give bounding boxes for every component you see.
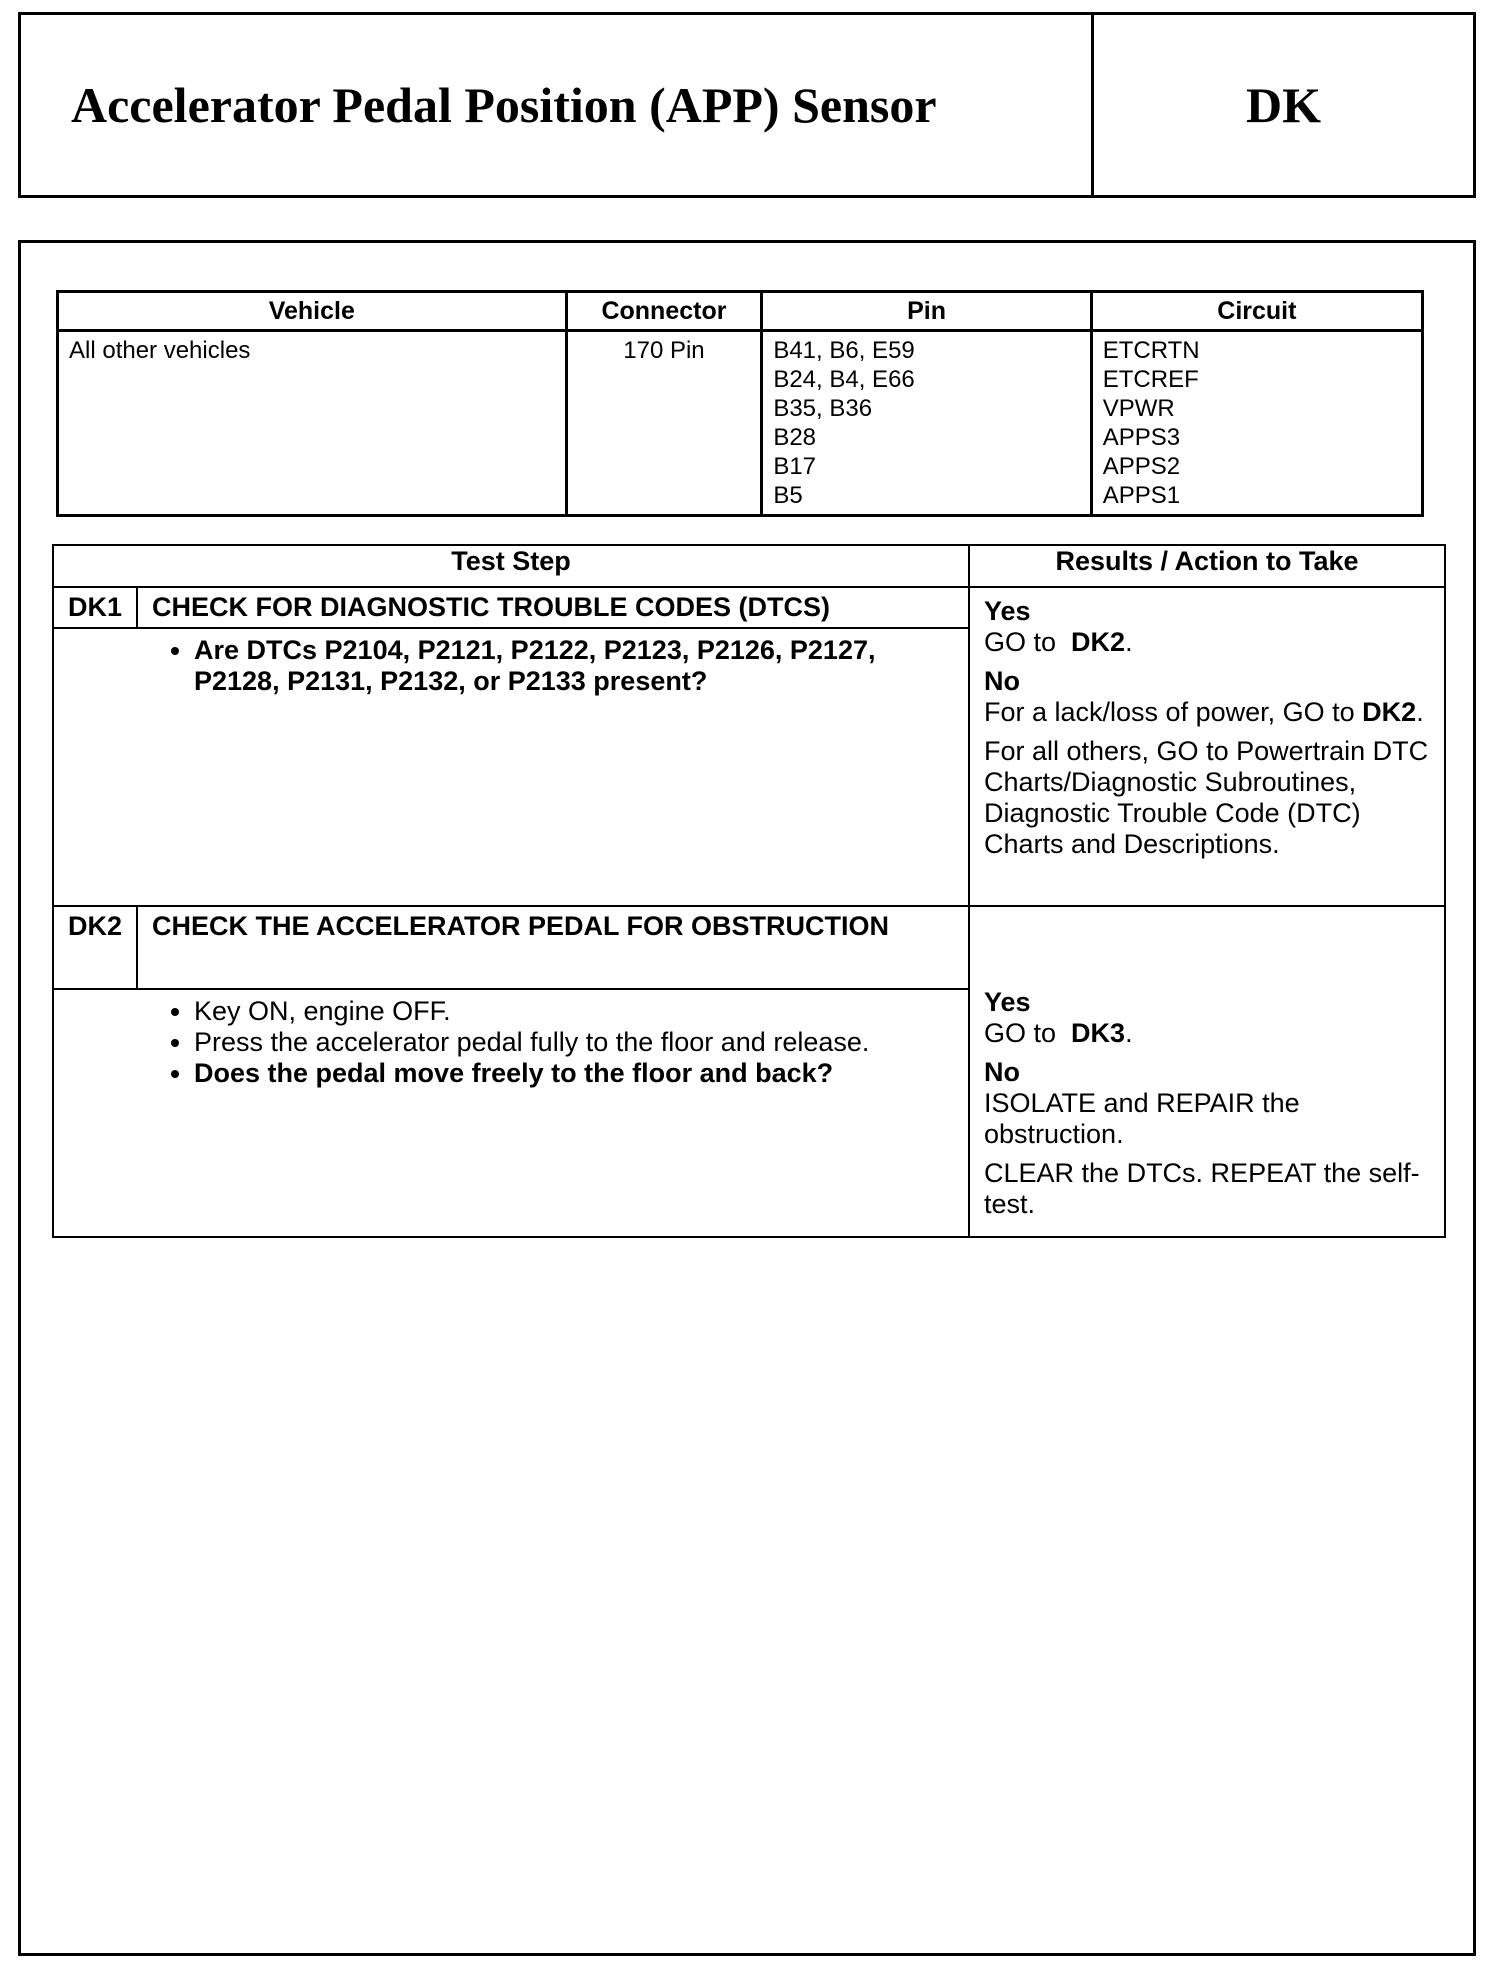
yes-label: Yes [984, 596, 1031, 626]
yes-action: GO to [984, 627, 1057, 657]
pin-item: B17 [773, 453, 817, 480]
section-code: DK [1246, 77, 1321, 133]
pin-item: B35, B36 [773, 395, 873, 422]
step-results: Yes GO to DK3. No ISOLATE and REPAIR the obstruction. CLEAR the DTCs. REPEAT the self-test. [969, 906, 1445, 1237]
col-header-vehicle: Vehicle [58, 292, 567, 331]
step-bullet: • Are DTCs P2104, P2121, P2122, P2123, P2126, P2127, P2128, P2131, P2132, or P2133 present? [194, 635, 968, 697]
step-title: CHECK FOR DIAGNOSTIC TROUBLE CODES (DTCS) [137, 587, 969, 628]
page-title: Accelerator Pedal Position (APP) Sensor [21, 15, 1094, 195]
circuit-item: APPS2 [1102, 453, 1181, 480]
circuit-item: ETCRTN [1102, 337, 1200, 364]
circuit-item: ETCREF [1102, 366, 1199, 393]
step-bullet: • Press the accelerator pedal fully to the floor and release. [194, 1027, 968, 1058]
circuit-item: VPWR [1102, 395, 1175, 422]
yes-target: DK3 [1071, 1018, 1126, 1048]
no-target: DK2 [1362, 697, 1417, 727]
pin-item: B5 [773, 482, 803, 509]
step-body [53, 989, 969, 1237]
col-header-circuit: Circuit [1091, 292, 1422, 331]
pin-cell [762, 331, 1091, 516]
no-action: ISOLATE and REPAIR the obstruction. [984, 1088, 1300, 1149]
col-header-results: Results / Action to Take [969, 545, 1445, 587]
no-label: No [984, 666, 1020, 696]
no-extra: CLEAR the DTCs. REPEAT the self-test. [984, 1158, 1420, 1219]
vehicle-cell: All other vehicles [58, 331, 567, 516]
step-bullet: • Does the pedal move freely to the floor and back? [194, 1058, 968, 1089]
table-header-row [53, 545, 1445, 587]
pin-item: B41, B6, E59 [773, 337, 915, 364]
no-action: For a lack/loss of power, GO to [984, 697, 1355, 727]
col-header-connector: Connector [566, 292, 762, 331]
no-extra: For all others, GO to Powertrain DTC Charts/Diagnostic Subroutines, Diagnostic Trouble Code (DTC) Charts and Descriptions. [984, 736, 1429, 859]
circuit-item: APPS3 [1102, 424, 1181, 451]
step-id: DK1 [53, 587, 137, 628]
table-row [58, 331, 1423, 516]
step-bullet: • Key ON, engine OFF. [194, 996, 968, 1027]
circuit-item: APPS1 [1102, 482, 1181, 509]
yes-label: Yes [984, 987, 1031, 1017]
col-header-test-step: Test Step [53, 545, 969, 587]
page-header [18, 12, 1476, 198]
step-results: Yes GO to DK2. No For a lack/loss of power, GO to DK2. For all others, GO to Powertrain DTC Charts/Diagnostic Subroutines, Diagnostic Trouble Code (DTC) Charts and Descriptions. [969, 587, 1445, 906]
pin-item: B28 [773, 424, 817, 451]
step-id: DK2 [53, 906, 137, 989]
test-step-table [52, 544, 1446, 1238]
step-body [53, 628, 969, 906]
pin-item: B24, B4, E66 [773, 366, 915, 393]
step-title-row [53, 587, 1445, 628]
step-title-row [53, 906, 1445, 989]
vehicle-connector-table [56, 290, 1424, 517]
yes-target: DK2 [1071, 627, 1126, 657]
table-header-row [58, 292, 1423, 331]
yes-action: GO to [984, 1018, 1057, 1048]
step-title: CHECK THE ACCELERATOR PEDAL FOR OBSTRUCTION [137, 906, 969, 989]
circuit-cell [1091, 331, 1422, 516]
no-label: No [984, 1057, 1020, 1087]
connector-cell: 170 Pin [566, 331, 762, 516]
col-header-pin: Pin [762, 292, 1091, 331]
